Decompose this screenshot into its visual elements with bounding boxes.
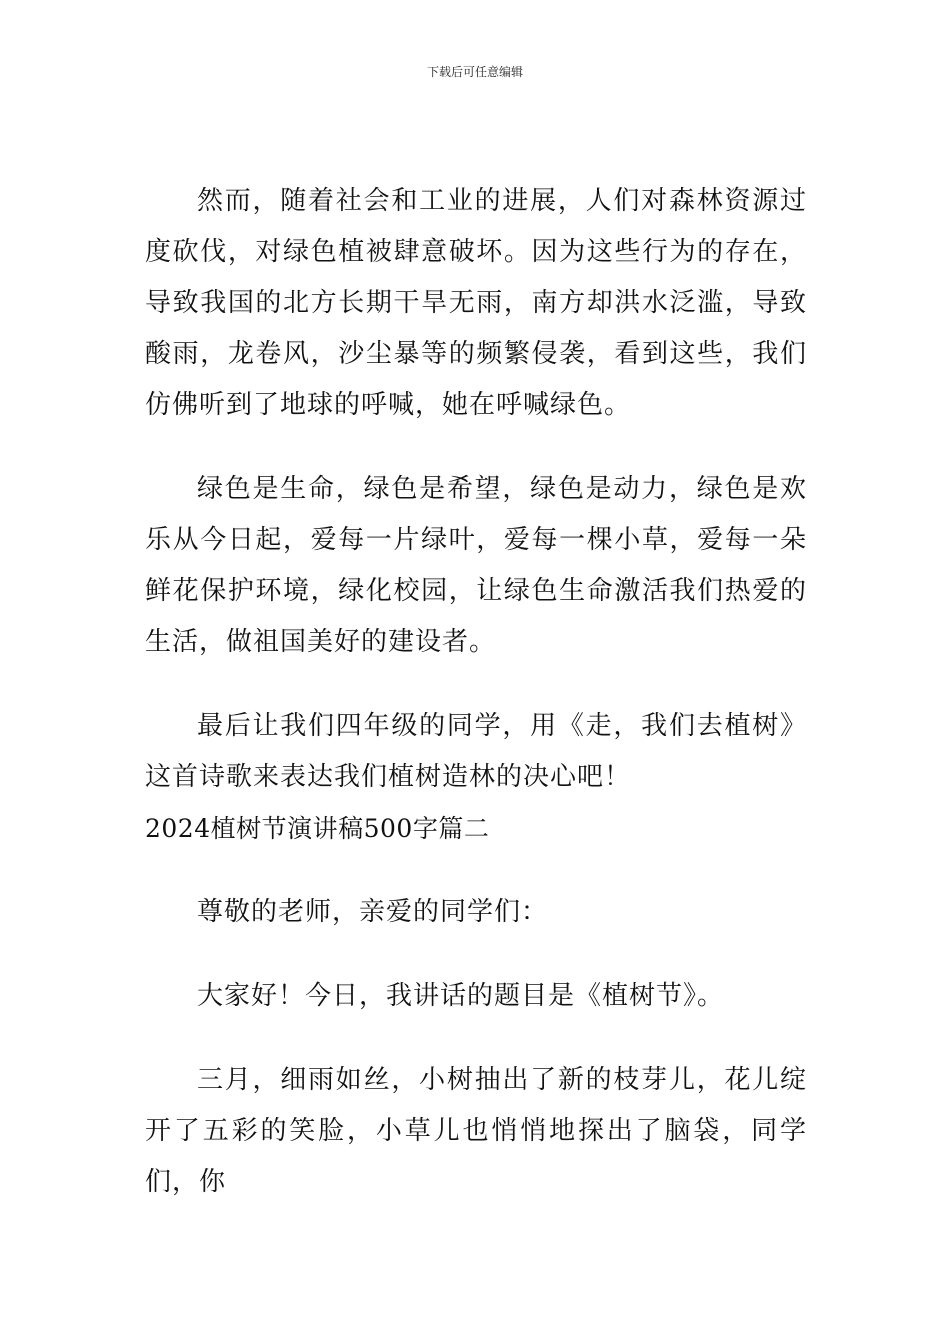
- section-heading: 2024植树节演讲稿500字篇二: [145, 814, 490, 843]
- page-header-note: 下载后可任意编辑: [426, 65, 523, 79]
- paragraph-greeting: 大家好！今日，我讲话的题目是《植树节》。: [197, 981, 725, 1011]
- paragraph-deforestation: 然而，随着社会和工业的进展，人们对森林资源过度砍伐，对绿色植被肆意破坏。因为这些行为的存在，导致我国的北方长期干旱无雨，南方却洪水泛滥，导致酸雨，龙卷风，沙尘暴等的频繁侵袭，看到这些，我们仿佛听到了地球的呼喊，她在呼喊绿色。: [145, 186, 807, 420]
- paragraph-poem-intro: 最后让我们四年级的同学，用《走，我们去植树》这首诗歌来表达我们植树造林的决心吧！: [145, 711, 807, 792]
- paragraph-green-is-life: 绿色是生命，绿色是希望，绿色是动力，绿色是欢乐从今日起，爱每一片绿叶，爱每一棵小草，爱每一朵鲜花保护环境，绿化校园，让绿色生命激活我们热爱的生活，做祖国美好的建设者。: [145, 474, 807, 657]
- paragraph-salutation: 尊敬的老师，亲爱的同学们：: [197, 897, 549, 927]
- document-body: [145, 176, 807, 1208]
- paragraph-march: 三月，细雨如丝，小树抽出了新的枝芽儿，花儿绽开了五彩的笑脸，小草儿也悄悄地探出了脑袋，同学们，你: [145, 1065, 807, 1197]
